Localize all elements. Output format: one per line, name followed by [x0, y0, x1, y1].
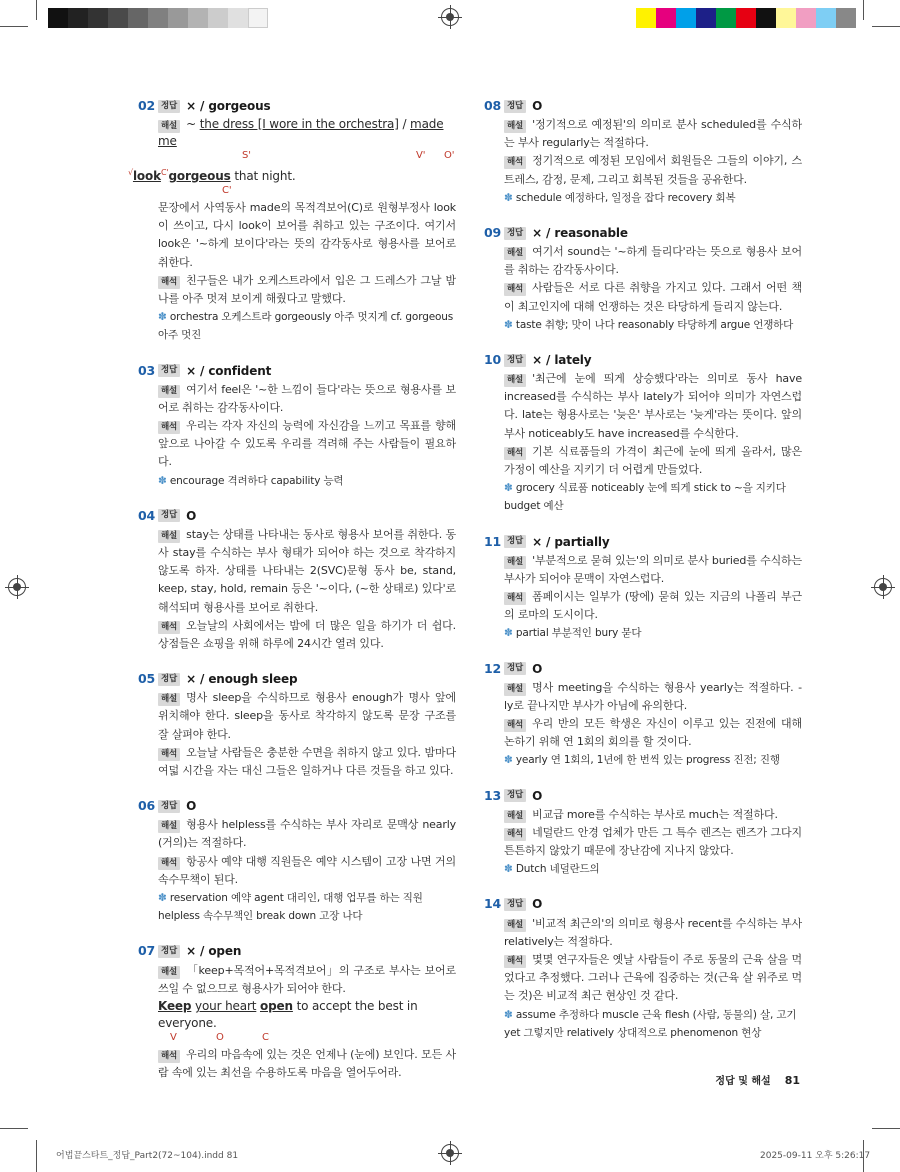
crop-mark [872, 1128, 900, 1129]
answer-tag: 정답 [158, 100, 180, 113]
crop-mark [0, 26, 28, 27]
asterisk-icon: ✽ [504, 627, 513, 640]
page-number: 81 [784, 1074, 800, 1087]
page-footer [715, 1072, 800, 1087]
asterisk-icon: ✽ [504, 191, 513, 204]
example-object: me [158, 134, 177, 148]
crop-mark [36, 0, 37, 20]
explain-tag: 해설 [158, 120, 180, 133]
grammar-labels: S' V' O' [242, 150, 455, 161]
answer-item-08: 08 정답 O 해설 '정기적으로 예정된'의 의미로 분사 scheduled를 수식하는 부사 regularly는 적절하다. 해석 정기적으로 예정된 모임에서 회원들은 그들의 이야기, 스트레스, 감정, 문제, 그리고 회복된 것들을 공유한다. ✽ schedule 예정하다, 일정을 잡다 recovery 회복 [484, 97, 802, 204]
answer-item-12: 12 정답 O 해설 명사 meeting을 수식하는 형용사 yearly는 적절하다. -ly로 끝나지만 부사가 아님에 유의한다. 해석 우리 반의 모든 학생은 자신이 이루고 있는 진전에 대해 논하기 위해 연 1회의 회의를 할 것이다. ✽ yearly 연 1회의, 1년에 한 번씩 있는 progress 진전; 진행 [484, 660, 802, 767]
answer-item-03: 03 정답 × / confident 해설 여기서 feel은 '~한 느낌이 들다'라는 뜻으로 형용사를 보어로 취하는 감각동사이다. 해석 우리는 각자 자신의 능력에 자신감을 느끼고 목표를 향해 앞으로 나아갈 수 있도록 우리를 격려해 주는 사람들이 필요하다. ✽ encourage 격려하다 capability 능력 [138, 362, 456, 487]
crop-mark [863, 0, 864, 20]
answer-item-09: 09 정답 × / reasonable 해설 여기서 sound는 '~하게 들리다'라는 뜻으로 형용사 보어를 취하는 감각동사이다. 해석 사람들은 서로 다른 취향을 가지고 있다. 그래서 어떤 책이 최고인지에 대해 언쟁하는 것은 타당하게 들리지 않는다. ✽ taste 취향; 맛이 나다 reasonably 타당하게 argue 언쟁하다 [484, 224, 802, 331]
left-column [128, 96, 456, 1098]
registration-mark-icon [441, 1144, 459, 1162]
asterisk-icon: ✽ [504, 754, 513, 767]
right-column [484, 96, 802, 1058]
grammar-labels: V O C [170, 1031, 269, 1043]
crop-mark [0, 1128, 28, 1129]
translate-tag: 해석 [158, 276, 180, 289]
footer-label: 정답 및 해설 [715, 1076, 771, 1087]
registration-mark-icon [441, 8, 459, 26]
question-number: 02 [138, 97, 156, 113]
registration-mark-icon [8, 578, 26, 596]
answer-item-02: 02 정답 × / gorgeous 해설 ~ the dress [I wore in the orchestra] / made me S' V' O' √look$^{C'}$gorgeous that night. C' 문장에서 사역동사 made의 목적격보어(C)로 원형부정사 look이 쓰이고, 다시 look이 보어를 취하고 있는 구조이다. 여기서 look은 '~하게 보이다'라는 뜻의 감각동사로 형용사를 보어로 취한다. 해석 친구들은 내가 오케스트라에서 입은 그 드레스가 그날 밤 나를 아주 멋져 보이게 해줬다고 말했다. ✽ orchestra 오케스트라 gorgeously 아주 멋지게 cf. gorgeous 아주 멋진 [128, 97, 456, 342]
answer-text: × / gorgeous [186, 98, 271, 113]
translation-text: 친구들은 내가 오케스트라에서 입은 그 드레스가 그날 밤 나를 아주 멋져 보이게 해줬다고 말했다. [158, 273, 456, 306]
explanation-text: 문장에서 사역동사 made의 목적격보어(C)로 원형부정사 look이 쓰이고, 다시 look이 보어를 취하고 있는 구조이다. 여기서 look은 '~하게 보이다'라는 뜻의 감각동사로 형용사를 보어로 취한다. [158, 201, 456, 269]
file-slug: 어법끝스타트_정답_Part2(72~104).indd 81 [56, 1151, 239, 1161]
registration-mark-icon [874, 578, 892, 596]
answer-item-13: 13 정답 O 해설 비교급 more를 수식하는 부사로 much는 적절하다. 해석 네덜란드 안경 업체가 만든 그 특수 렌즈는 렌즈가 그다지 튼튼하지 않았기 때문에 장난감에 지나지 않았다. ✽ Dutch 네덜란드의 [484, 787, 802, 876]
asterisk-icon: ✽ [504, 863, 513, 876]
asterisk-icon: ✽ [504, 318, 513, 331]
answer-item-14: 14 정답 O 해설 '비교적 최근의'의 의미로 형용사 recent를 수식하는 부사 relatively는 적절하다. 해석 몇몇 연구자들은 옛날 사람들이 주로 동물의 근육 살을 먹었다고 추정했다. 그러나 근육에 집중하는 것(근육 살 위주로 먹는 것)은 비교적 최근 현상인 것 같다. ✽ assume 추정하다 muscle 근육 flesh (사람, 동물의) 살, 고기 yet 그렇지만 relatively 상대적으로 phenomenon 현상 [484, 896, 802, 1039]
answer-item-07: 07 정답 × / open 해설 「keep+목적어+목적격보어」의 구조로 부사는 보어로 쓰일 수 없으므로 형용사가 되어야 한다. Keep your heart open to accept the best in everyone. V O C 해석 우리의 마음속에 있는 것은 언제나 (눈에) 보인다. 모든 사람 속에 있는 최선을 수용하도록 마음을 열어두어라. [138, 943, 456, 1080]
print-datetime: 2025-09-11 오후 5:26:17 [760, 1151, 871, 1161]
crop-mark [872, 26, 900, 27]
asterisk-icon: ✽ [158, 311, 167, 324]
asterisk-icon: ✽ [504, 1008, 513, 1021]
vocab-list: orchestra 오케스트라 gorgeously 아주 멋지게 cf. gorgeous 아주 멋진 [158, 311, 454, 342]
example-subject: the dress [I wore in the orchestra] [199, 117, 399, 131]
answer-item-06: 06 정답 O 해설 형용사 helpless를 수식하는 부사 자리로 문맥상 nearly (거의)는 적절하다. 해석 항공사 예약 대행 직원들은 예약 시스템이 고장 나면 거의 속수무책이 된다. ✽ reservation 예약 agent 대리인, 대행 업무를 하는 직원 helpless 속수무책인 break down 고장 나다 [138, 798, 456, 923]
answer-item-04: 04 정답 O 해설 stay는 상태를 나타내는 동사로 형용사 보어를 취한다. 동사 stay를 수식하는 부사 형태가 되어야 하는 것으로 착각하지 않도록 하자. 상태를 나타내는 2(SVC)문형 동사 be, stand, keep, stay, hold, remain 등은 '~이다, (~한 상태로) 있다'로 해석되며 형용사를 보어로 취한다. 해석 오늘날의 사회에서는 밤에 더 많은 일을 하기가 더 쉽다. 상점들은 쇼핑을 위해 하루에 24시간 열려 있다. [138, 507, 456, 651]
answer-item-11: 11 정답 × / partially 해설 '부분적으로 묻혀 있는'의 의미로 분사 buried를 수식하는 부사가 되어야 문맥이 자연스럽다. 해석 폼페이시는 일부가 (땅에) 묻혀 있는 지금의 나폴리 부근의 로마의 도시이다. ✽ partial 부분적인 bury 묻다 [484, 533, 802, 640]
asterisk-icon: ✽ [504, 482, 513, 495]
asterisk-icon: ✽ [158, 892, 167, 905]
answer-item-10: 10 정답 × / lately 해설 '최근에 눈에 띄게 상승했다'라는 의미로 동사 have increased를 수식하는 부사 lately가 되어야 의미가 자연스럽다. late는 형용사로는 '늦은' 부사로는 '늦게'라는 뜻이다. 앞의 부사 noticeably도 have increased를 수식한다. 해석 기본 식료품들의 가격이 최근에 눈에 띄게 올라서, 많은 가정이 예산을 지키기 더 어렵게 만들었다. ✽ grocery 식료품 noticeably 눈에 띄게 stick to ~을 지키다 budget 예산 [484, 351, 802, 513]
answer-item-05: 05 정답 × / enough sleep 해설 명사 sleep을 수식하므로 형용사 enough가 명사 앞에 위치해야 한다. sleep을 동사로 착각하지 않도록 문장 구조를 잘 살펴야 한다. 해석 오늘날 사람들은 충분한 수면을 취하지 않고 있다. 밤마다 여덟 시간을 자는 대신 그들은 일하거나 다른 것들을 하고 있다. [138, 671, 456, 778]
crop-mark [36, 1140, 37, 1172]
asterisk-icon: ✽ [158, 474, 167, 487]
example-verb: made [410, 117, 444, 131]
